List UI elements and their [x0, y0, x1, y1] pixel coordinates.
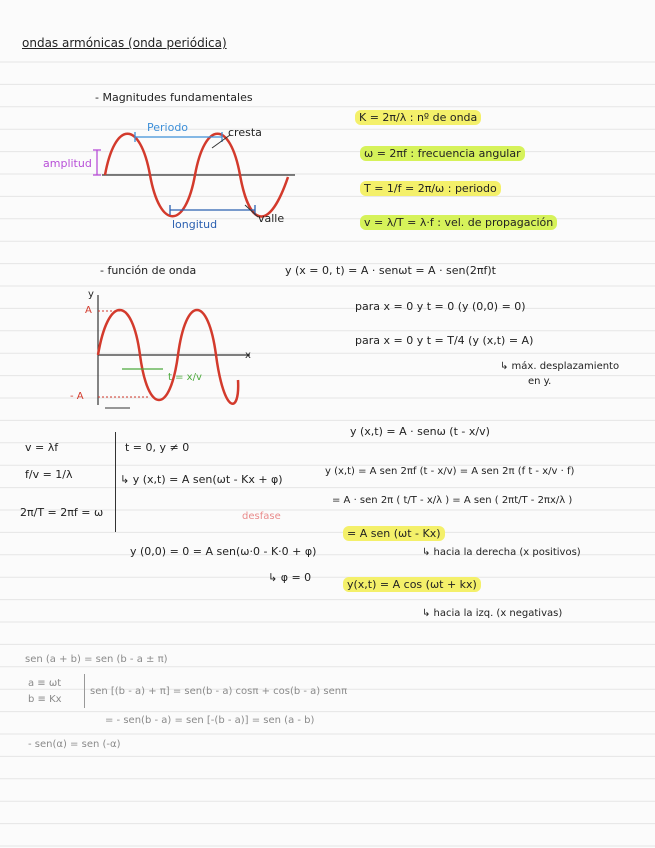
- heading-magnitudes: - Magnitudes fundamentales: [95, 91, 253, 104]
- identity-result: = - sen(b - a) = sen [-(b - a)] = sen (a - b): [105, 715, 315, 726]
- def-a: a ≡ ωt: [28, 678, 62, 689]
- condition-line-1: para x = 0 y t = 0 (y (0,0) = 0): [355, 300, 526, 313]
- derivation-line-3: = A · sen 2π ( t/T - x/λ ) = A sen ( 2πt/T - 2πx/λ ): [332, 495, 573, 506]
- axis-label-A: A: [85, 305, 92, 316]
- axis-label-y: y: [88, 289, 94, 300]
- label-cresta: cresta: [228, 126, 262, 139]
- general-wave-function: ↳ y (x,t) = A sen(ωt - Kx + φ): [120, 473, 283, 486]
- derivation-line-1: y (x,t) = A · senω (t - x/v): [350, 425, 490, 438]
- label-valle: valle: [258, 212, 285, 225]
- divider-line-2: [84, 674, 85, 708]
- result-left-wave: y(x,t) = A cos (ωt + kx): [343, 577, 481, 592]
- condition-note-2: en y.: [528, 376, 552, 387]
- divider-line: [115, 432, 116, 532]
- label-amplitud: amplitud: [43, 157, 92, 170]
- note-right: ↳ hacia la derecha (x positivos): [422, 547, 581, 558]
- heading-funcion-onda: - función de onda: [100, 264, 197, 277]
- phase-condition: y (0,0) = 0 = A sen(ω·0 - K·0 + φ): [130, 545, 317, 558]
- label-t-x-over-v: t = x/v: [168, 372, 202, 383]
- identity-expansion: sen [(b - a) + π] = sen(b - a) cosπ + cos(b - a) senπ: [90, 686, 348, 697]
- phase-result: ↳ φ = 0: [268, 571, 312, 584]
- def-b: b ≡ Kx: [28, 694, 62, 705]
- result-right-wave: = A sen (ωt - Kx): [343, 526, 445, 541]
- label-desfase: desfase: [242, 511, 281, 522]
- formula-numero-onda: K = 2π/λ : nº de onda: [355, 110, 481, 125]
- condition-note-1: ↳ máx. desplazamiento: [500, 361, 620, 372]
- formula-frecuencia-angular: ω = 2πf : frecuencia angular: [360, 146, 525, 161]
- relation-f-over-v: f/v = 1/λ: [25, 468, 73, 481]
- wave-equation: y (x = 0, t) = A · senωt = A · sen(2πf)t: [285, 264, 496, 277]
- axis-label-minus-A: - A: [70, 391, 84, 402]
- formula-velocidad-propagacion: v = λ/T = λ·f : vel. de propagación: [360, 215, 557, 230]
- label-periodo: Periodo: [147, 121, 189, 134]
- formula-periodo: T = 1/f = 2π/ω : periodo: [360, 181, 501, 196]
- relation-omega: 2π/T = 2πf = ω: [20, 506, 104, 519]
- page-title: ondas armónicas (onda periódica): [22, 36, 227, 50]
- axis-label-x: x: [245, 350, 251, 361]
- label-longitud: longitud: [172, 218, 218, 231]
- initial-condition: t = 0, y ≠ 0: [125, 441, 190, 454]
- derivation-line-2: y (x,t) = A sen 2πf (t - x/v) = A sen 2π (f t - x/v · f): [325, 466, 575, 477]
- identity-1: sen (a + b) = sen (b - a ± π): [25, 654, 168, 665]
- condition-line-2: para x = 0 y t = T/4 (y (x,t) = A): [355, 334, 534, 347]
- identity-odd: - sen(α) = sen (-α): [28, 739, 121, 750]
- note-left: ↳ hacia la izq. (x negativas): [422, 608, 563, 619]
- relation-v: v = λf: [25, 441, 59, 454]
